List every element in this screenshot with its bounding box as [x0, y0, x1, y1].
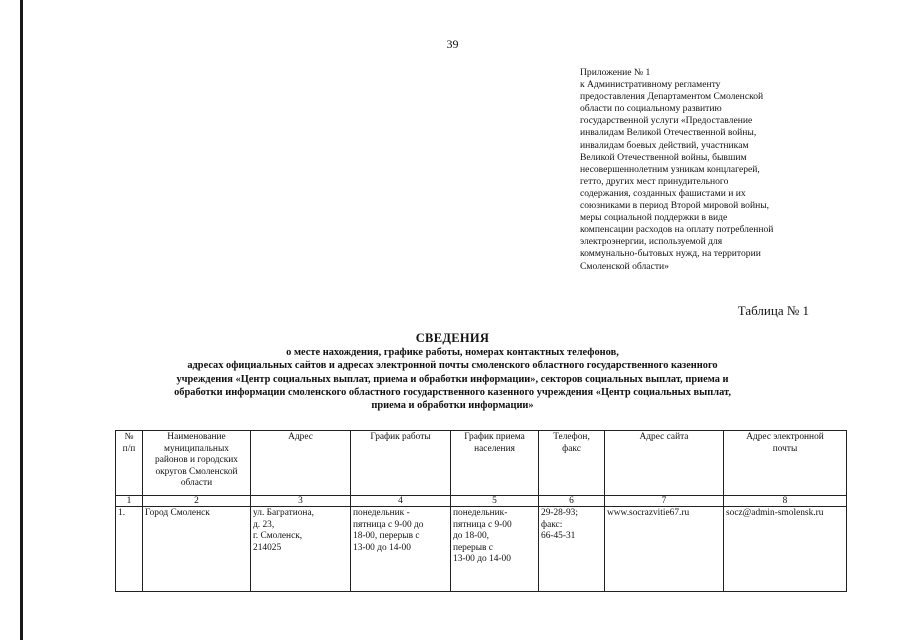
cell-work-schedule: понедельник - пятница с 9-00 до 18-00, перерыв с 13-00 до 14-00	[351, 507, 451, 592]
cell-website: www.socrazvitie67.ru	[605, 507, 724, 592]
heading-line: учреждения «Центр социальных выплат, приема и обработки информации», секторов социальных выплат, приема и	[176, 373, 729, 385]
appendix-line: области по социальному развитию	[580, 103, 722, 115]
appendix-line: предоставления Департаментом Смоленской	[580, 91, 764, 103]
column-header-reception-schedule: График приема населения	[451, 431, 539, 496]
appendix-line: Великой Отечественной войны, бывшим	[580, 151, 747, 163]
document-heading	[0, 330, 905, 412]
appendix-line: союзниками в период Второй мировой войны,	[580, 200, 770, 212]
cell-reception-schedule: понедельник- пятница с 9-00 до 18-00, перерыв с 13-00 до 14-00	[451, 507, 539, 592]
column-number: 8	[724, 496, 847, 507]
column-header-website: Адрес сайта	[605, 431, 724, 496]
appendix-line: коммунально-бытовых нужд, на территории	[580, 248, 761, 260]
column-header-number: № п/п	[116, 431, 143, 496]
cell-number: 1.	[116, 507, 143, 592]
column-number: 2	[143, 496, 251, 507]
cell-email: socz@admin-smolensk.ru	[724, 507, 847, 592]
column-number: 4	[351, 496, 451, 507]
column-number: 1	[116, 496, 143, 507]
appendix-line: Приложение № 1	[580, 67, 651, 78]
info-table	[115, 430, 847, 592]
appendix-line: инвалидам боевых действий, участникам	[580, 139, 749, 151]
column-number: 6	[539, 496, 605, 507]
appendix-line: меры социальной поддержки в виде	[580, 212, 728, 224]
column-header-work-schedule: График работы	[351, 431, 451, 496]
heading-line: адресах официальных сайтов и адресах электронной почты смоленского областного государственного казенного	[187, 360, 718, 372]
column-number: 3	[251, 496, 351, 507]
scan-edge	[20, 0, 23, 640]
appendix-line: государственной услуги «Предоставление	[580, 115, 753, 127]
appendix-line: несовершеннолетним узникам концлагерей,	[580, 163, 760, 175]
appendix-line: к Административному регламенту	[580, 79, 721, 91]
column-header-email: Адрес электронной почты	[724, 431, 847, 496]
column-header-district: Наименование муниципальных районов и городских округов Смоленской области	[143, 431, 251, 496]
heading-title: СВЕДЕНИЯ	[415, 331, 490, 345]
heading-line: приема и обработки информации»	[371, 400, 534, 412]
page-number: 39	[446, 37, 459, 51]
cell-address: ул. Багратиона, д. 23, г. Смоленск, 214025	[251, 507, 351, 592]
heading-line: обработки информации смоленского областного государственного казенного учреждения «Центр социальных выплат,	[174, 386, 731, 398]
cell-phone: 29-28-93; факс: 66-45-31	[539, 507, 605, 592]
appendix-note	[580, 67, 880, 273]
appendix-line: компенсации расходов на оплату потребленной	[580, 224, 774, 236]
appendix-line: содержания, созданных фашистами и их	[580, 187, 746, 199]
appendix-line: Смоленской области»	[580, 260, 669, 272]
column-number-row	[116, 496, 847, 507]
cell-district: Город Смоленск	[143, 507, 251, 592]
column-number: 5	[451, 496, 539, 507]
heading-line: о месте нахождения, графике работы, номерах контактных телефонов,	[286, 347, 619, 358]
appendix-line: инвалидам Великой Отечественной войны,	[580, 127, 757, 139]
table-header-row	[116, 431, 847, 496]
appendix-line: гетто, других мест принудительного	[580, 175, 729, 187]
table-row	[116, 507, 847, 592]
appendix-line: электроэнергии, используемой для	[580, 236, 723, 248]
column-header-phone: Телефон, факс	[539, 431, 605, 496]
column-header-address: Адрес	[251, 431, 351, 496]
column-number: 7	[605, 496, 724, 507]
table-label: Таблица № 1	[737, 303, 809, 318]
